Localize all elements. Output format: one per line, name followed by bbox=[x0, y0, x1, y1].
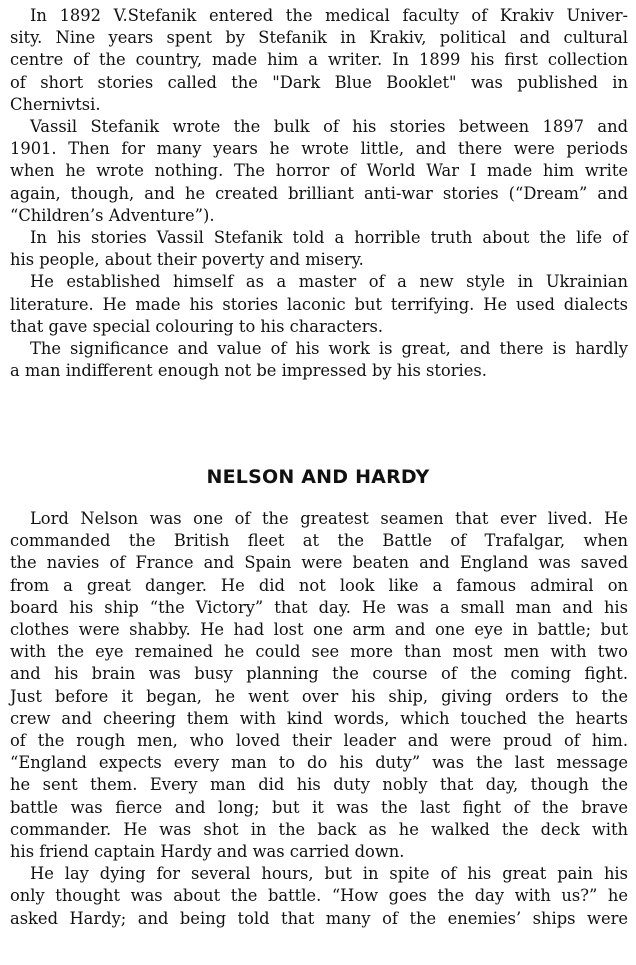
text-line: crew and cheering them with kind words, which touched the hearts bbox=[10, 708, 628, 728]
text-line: of short stories called the "Dark Blue Booklet" was published in bbox=[10, 72, 628, 92]
text-line: of the rough men, who loved their leader and were proud of him. bbox=[10, 731, 628, 751]
text-line: Lord Nelson was one of the greatest seamen that ever lived. He bbox=[30, 509, 628, 528]
text-line: battle was fierce and long; but it was the last fight of the brave bbox=[10, 797, 628, 817]
section-heading: NELSON AND HARDY bbox=[206, 466, 430, 488]
paragraph bbox=[10, 508, 628, 863]
text-line: that gave special colouring to his characters. bbox=[10, 316, 384, 336]
paragraph bbox=[10, 338, 628, 382]
text-line: only thought was about the battle. “How goes the day with us?” he bbox=[10, 886, 628, 906]
text-line: his friend captain Hardy and was carried down. bbox=[10, 842, 405, 862]
text-line: Vassil Stefanik wrote the bulk of his stories between 1897 and bbox=[30, 117, 628, 137]
text-line: 1901. Then for many years he wrote little, and there were periods bbox=[10, 139, 628, 159]
text-line: literature. He made his stories laconic but terrifying. He used dialects bbox=[10, 294, 628, 314]
text-line: he sent them. Every man did his duty nobly that day, though the bbox=[10, 775, 628, 795]
text-line: and his brain was busy planning the course of the coming fight. bbox=[10, 664, 628, 684]
text-line: the navies of France and Spain were beaten and England was saved bbox=[10, 553, 628, 573]
text-line: centre of the country, made him a writer. In 1899 his first collection bbox=[10, 50, 628, 70]
paragraph bbox=[10, 116, 628, 227]
text-line: when he wrote nothing. The horror of World War I made him write bbox=[10, 161, 628, 181]
text-line: Chernivtsi. bbox=[10, 94, 101, 114]
text-line: “England expects every man to do his duty” was the last message bbox=[10, 753, 628, 773]
text-line: The significance and value of his work is great, and there is hardly bbox=[30, 339, 628, 359]
text-line: from a great danger. He did not look like a famous admiral on bbox=[10, 575, 628, 595]
text-line: sity. Nine years spent by Stefanik in Krakiv, political and cultural bbox=[10, 28, 628, 48]
text-line: commanded the British fleet at the Battle of Trafalgar, when bbox=[10, 531, 628, 551]
text-line: He established himself as a master of a new style in Ukrainian bbox=[30, 272, 628, 292]
text-line: board his ship “the Victory” that day. He was a small man and his bbox=[10, 597, 628, 617]
text-line: “Children’s Adventure”). bbox=[10, 205, 215, 225]
text-line: asked Hardy; and being told that many of the enemies’ ships were bbox=[10, 908, 628, 928]
paragraph bbox=[10, 227, 628, 271]
paragraph bbox=[10, 5, 628, 116]
text-line: In his stories Vassil Stefanik told a horrible truth about the life of bbox=[30, 228, 628, 248]
text-line: Just before it began, he went over his ship, giving orders to the bbox=[10, 686, 628, 706]
text-line: He lay dying for several hours, but in spite of his great pain his bbox=[30, 864, 628, 884]
text-line: his people, about their poverty and misery. bbox=[10, 250, 364, 270]
text-line: commander. He was shot in the back as he walked the deck with bbox=[10, 819, 628, 839]
text-line: again, though, and he created brilliant anti-war stories (“Dream” and bbox=[10, 183, 628, 203]
nelson-section bbox=[10, 508, 628, 930]
text-line: clothes were shabby. He had lost one arm and one eye in battle; but bbox=[10, 620, 628, 640]
stefanik-section bbox=[10, 5, 628, 382]
text-line: a man indifferent enough not be impressed by his stories. bbox=[10, 361, 487, 381]
text-line: with the eye remained he could see more than most men with two bbox=[10, 642, 628, 662]
paragraph bbox=[10, 271, 628, 338]
paragraph bbox=[10, 863, 628, 930]
text-line: In 1892 V.Stefanik entered the medical faculty of Krakiv Univer- bbox=[30, 6, 628, 25]
